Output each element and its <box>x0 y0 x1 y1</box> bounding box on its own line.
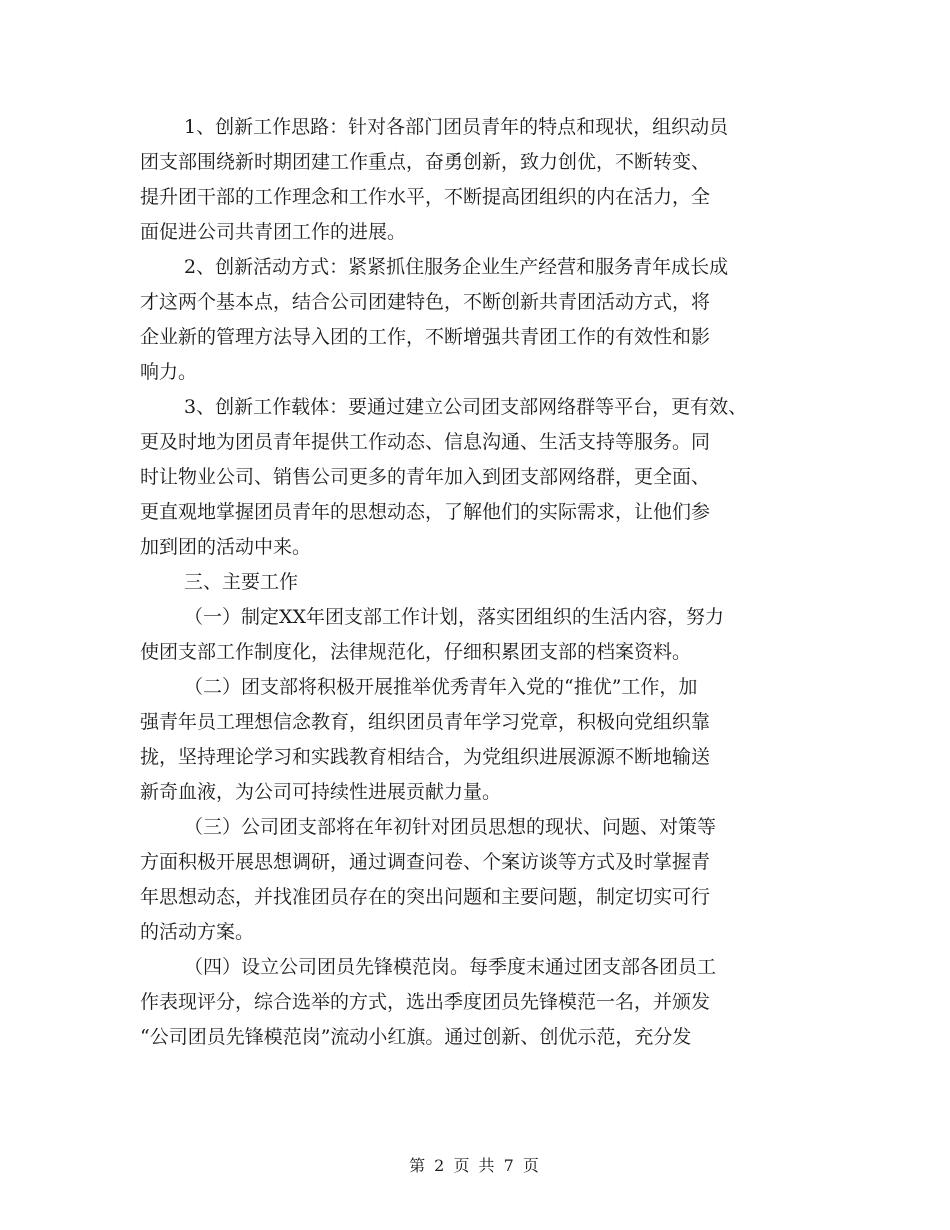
paragraph-model-post <box>140 950 830 1055</box>
text-line: 年思想动态，并找准团员存在的突出问题和主要问题，制定切实可行 <box>140 886 711 908</box>
document-body <box>140 110 830 1055</box>
text-line: （四）设立公司团员先锋模范岗。每季度末通过团支部各团员工 <box>184 956 717 978</box>
paragraph-innovation-carrier <box>140 390 830 565</box>
text-line: 3、创新工作载体：要通过建立公司团支部网络群等平台，更有效、 <box>184 396 748 418</box>
text-line: 新奇血液，为公司可持续性进展贡献力量。 <box>140 781 502 803</box>
text-line: 时让物业公司、销售公司更多的青年加入到团支部网络群，更全面、 <box>140 466 711 488</box>
text-line: 作表现评分，综合选举的方式，选出季度团员先锋模范一名，并颁发 <box>140 991 711 1013</box>
text-line: 强青年员工理想信念教育，组织团员青年学习党章，积极向党组织靠 <box>140 711 711 733</box>
text-line: 更直观地掌握团员青年的思想动态，了解他们的实际需求，让他们参 <box>140 501 711 523</box>
paragraph-innovation-thinking <box>140 110 830 250</box>
text-line: 方面积极开展思想调研，通过调查问卷、个案访谈等方式及时掌握青 <box>140 851 711 873</box>
paragraph-recommend-excellent <box>140 670 830 810</box>
text-line: 面促进公司共青团工作的进展。 <box>140 221 407 243</box>
text-line: “公司团员先锋模范岗”流动小红旗。通过创新、创优示范，充分发 <box>140 1026 692 1048</box>
text-line: 提升团干部的工作理念和工作水平，不断提高团组织的内在活力，全 <box>140 186 711 208</box>
text-line: 更及时地为团员青年提供工作动态、信息沟通、生活支持等服务。同 <box>140 431 711 453</box>
section-heading-main-work <box>140 565 830 600</box>
paragraph-innovation-activities <box>140 250 830 390</box>
text-line: （二）团支部将积极开展推举优秀青年入党的“推优”工作，加 <box>184 676 698 698</box>
text-line: 团支部围绕新时期团建工作重点，奋勇创新，致力创优，不断转变、 <box>140 151 711 173</box>
text-line: 使团支部工作制度化，法律规范化，仔细积累团支部的档案资料。 <box>140 641 692 663</box>
text-line: （一）制定XX年团支部工作计划，落实团组织的生活内容，努力 <box>184 606 725 628</box>
text-line: 才这两个基本点，结合公司团建特色，不断创新共青团活动方式，将 <box>140 291 711 313</box>
text-line: 1、创新工作思路：针对各部门团员青年的特点和现状，组织动员 <box>184 116 729 138</box>
text-line: （三）公司团支部将在年初针对团员思想的现状、问题、对策等 <box>184 816 717 838</box>
text-line: 企业新的管理方法导入团的工作，不断增强共青团工作的有效性和影 <box>140 326 711 348</box>
text-line: 2、创新活动方式：紧紧抓住服务企业生产经营和服务青年成长成 <box>184 256 729 278</box>
paragraph-thought-research <box>140 810 830 950</box>
page-number-footer: 第 2 页 共 7 页 <box>409 1156 541 1175</box>
text-line: 响力。 <box>140 361 198 383</box>
text-line: 加到团的活动中来。 <box>140 536 312 558</box>
section-heading-text: 三、主要工作 <box>184 571 299 593</box>
text-line: 拢，坚持理论学习和实践教育相结合，为党组织进展源源不断地输送 <box>140 746 711 768</box>
paragraph-work-plan <box>140 600 830 670</box>
text-line: 的活动方案。 <box>140 921 255 943</box>
